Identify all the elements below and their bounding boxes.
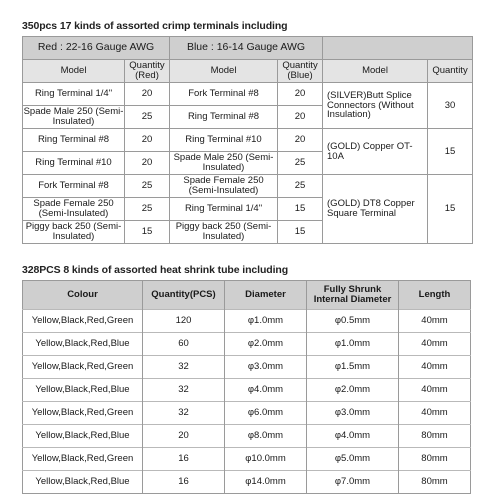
length-cell: 40mm [399,402,471,425]
other-group-header [323,37,473,60]
table-row [23,356,471,379]
other-model-cell: (SILVER)Butt Splice Connectors (Without Insulation) [323,83,428,129]
red-model-cell: Spade Male 250 (Semi-Insulated) [23,106,124,127]
length-cell: 80mm [399,471,471,494]
red-qty-cell: 20 [125,83,170,106]
colour-cell: Yellow,Black,Red,Blue [23,333,143,356]
red-qty-cell: 25 [125,106,170,129]
quantity-cell: 32 [143,356,225,379]
length-cell: 40mm [399,310,471,333]
red-gauge-header: Red : 22-16 Gauge AWG [23,37,170,60]
shrunk-diameter-header: Fully Shrunk Internal Diameter [307,281,399,310]
colour-cell: Yellow,Black,Red,Green [23,402,143,425]
quantity-cell: 16 [143,471,225,494]
blue-qty-cell: 25 [278,175,323,198]
blue-model-cell: Spade Male 250 (Semi-Insulated) [170,152,278,175]
diameter-cell: φ6.0mm [225,402,307,425]
diameter-cell: φ3.0mm [225,356,307,379]
red-model-cell: Ring Terminal #8 [23,129,125,152]
diameter-cell: φ14.0mm [225,471,307,494]
red-model-cell: Fork Terminal #8 [23,175,125,198]
crimp-section-title: 350pcs 17 kinds of assorted crimp terminals including [22,20,288,32]
blue-qty-header: Quantity (Blue) [278,60,323,83]
shrunk-diameter-cell: φ7.0mm [307,471,399,494]
heat-shrink-table [22,280,471,494]
shrunk-diameter-cell: φ5.0mm [307,448,399,471]
red-qty-cell: 20 [125,152,170,175]
quantity-cell: 60 [143,333,225,356]
length-cell: 80mm [399,448,471,471]
shrunk-diameter-cell: φ4.0mm [307,425,399,448]
red-qty-cell: 25 [125,198,170,221]
blue-qty-cell: 15 [278,198,323,221]
blue-qty-cell: 15 [278,221,323,244]
other-qty-header: Quantity [428,60,473,83]
red-qty-cell: 20 [125,129,170,152]
shrunk-diameter-cell: φ2.0mm [307,379,399,402]
red-qty-header: Quantity (Red) [125,60,170,83]
table-row [23,310,471,333]
table-row [23,471,471,494]
other-qty-cell: 15 [428,129,473,175]
length-cell: 80mm [399,425,471,448]
shrunk-diameter-cell: φ0.5mm [307,310,399,333]
blue-model-cell: Piggy back 250 (Semi-Insulated) [170,221,278,244]
colour-cell: Yellow,Black,Red,Blue [23,425,143,448]
other-model-cell: (GOLD) Copper OT-10A [323,129,428,175]
colour-cell: Yellow,Black,Red,Green [23,448,143,471]
length-cell: 40mm [399,356,471,379]
colour-cell: Yellow,Black,Red,Blue [23,379,143,402]
diameter-cell: φ1.0mm [225,310,307,333]
other-model-cell: (GOLD) DT8 Copper Square Terminal [323,175,428,244]
red-model-header: Model [23,60,125,83]
diameter-cell: φ4.0mm [225,379,307,402]
diameter-cell: φ2.0mm [225,333,307,356]
table-row [23,425,471,448]
diameter-cell: φ8.0mm [225,425,307,448]
red-model-cell: Piggy back 250 (Semi-Insulated) [23,221,125,244]
length-cell: 40mm [399,333,471,356]
length-cell: 40mm [399,379,471,402]
diameter-header: Diameter [225,281,307,310]
blue-model-cell: Ring Terminal 1/4" [170,198,278,221]
red-model-cell: Spade Female 250 (Semi-Insulated) [23,198,125,221]
length-header: Length [399,281,471,310]
shrunk-diameter-cell: φ1.5mm [307,356,399,379]
table-row [23,448,471,471]
other-qty-cell: 30 [428,83,473,129]
red-qty-cell: 15 [125,221,170,244]
quantity-cell: 32 [143,379,225,402]
crimp-terminal-table [22,36,473,244]
blue-model-cell: Fork Terminal #8 [170,83,278,106]
colour-cell: Yellow,Black,Red,Green [23,310,143,333]
blue-model-header: Model [170,60,278,83]
blue-qty-cell: 20 [278,106,323,129]
blue-model-cell: Spade Female 250 (Semi-Insulated) [170,175,278,198]
quantity-header: Quantity(PCS) [143,281,225,310]
quantity-cell: 20 [143,425,225,448]
red-model-cell: Ring Terminal #10 [23,152,125,175]
quantity-cell: 32 [143,402,225,425]
table-row [23,402,471,425]
blue-qty-cell: 25 [278,152,323,175]
blue-model-cell: Ring Terminal #8 [170,106,278,129]
quantity-cell: 120 [143,310,225,333]
red-qty-cell: 25 [125,175,170,198]
red-model-cell: Ring Terminal 1/4" [23,83,125,106]
colour-cell: Yellow,Black,Red,Green [23,356,143,379]
shrunk-diameter-cell: φ1.0mm [307,333,399,356]
table-row [23,333,471,356]
blue-gauge-header: Blue : 16-14 Gauge AWG [170,37,323,60]
blue-model-cell: Ring Terminal #10 [170,129,278,152]
colour-header: Colour [23,281,143,310]
blue-qty-cell: 20 [278,129,323,152]
diameter-cell: φ10.0mm [225,448,307,471]
colour-cell: Yellow,Black,Red,Blue [23,471,143,494]
blue-qty-cell: 20 [278,83,323,106]
heat-shrink-section-title: 328PCS 8 kinds of assorted heat shrink tube including [22,264,289,276]
table-row [23,379,471,402]
other-model-header: Model [323,60,428,83]
quantity-cell: 16 [143,448,225,471]
shrunk-diameter-cell: φ3.0mm [307,402,399,425]
other-qty-cell: 15 [428,175,473,244]
